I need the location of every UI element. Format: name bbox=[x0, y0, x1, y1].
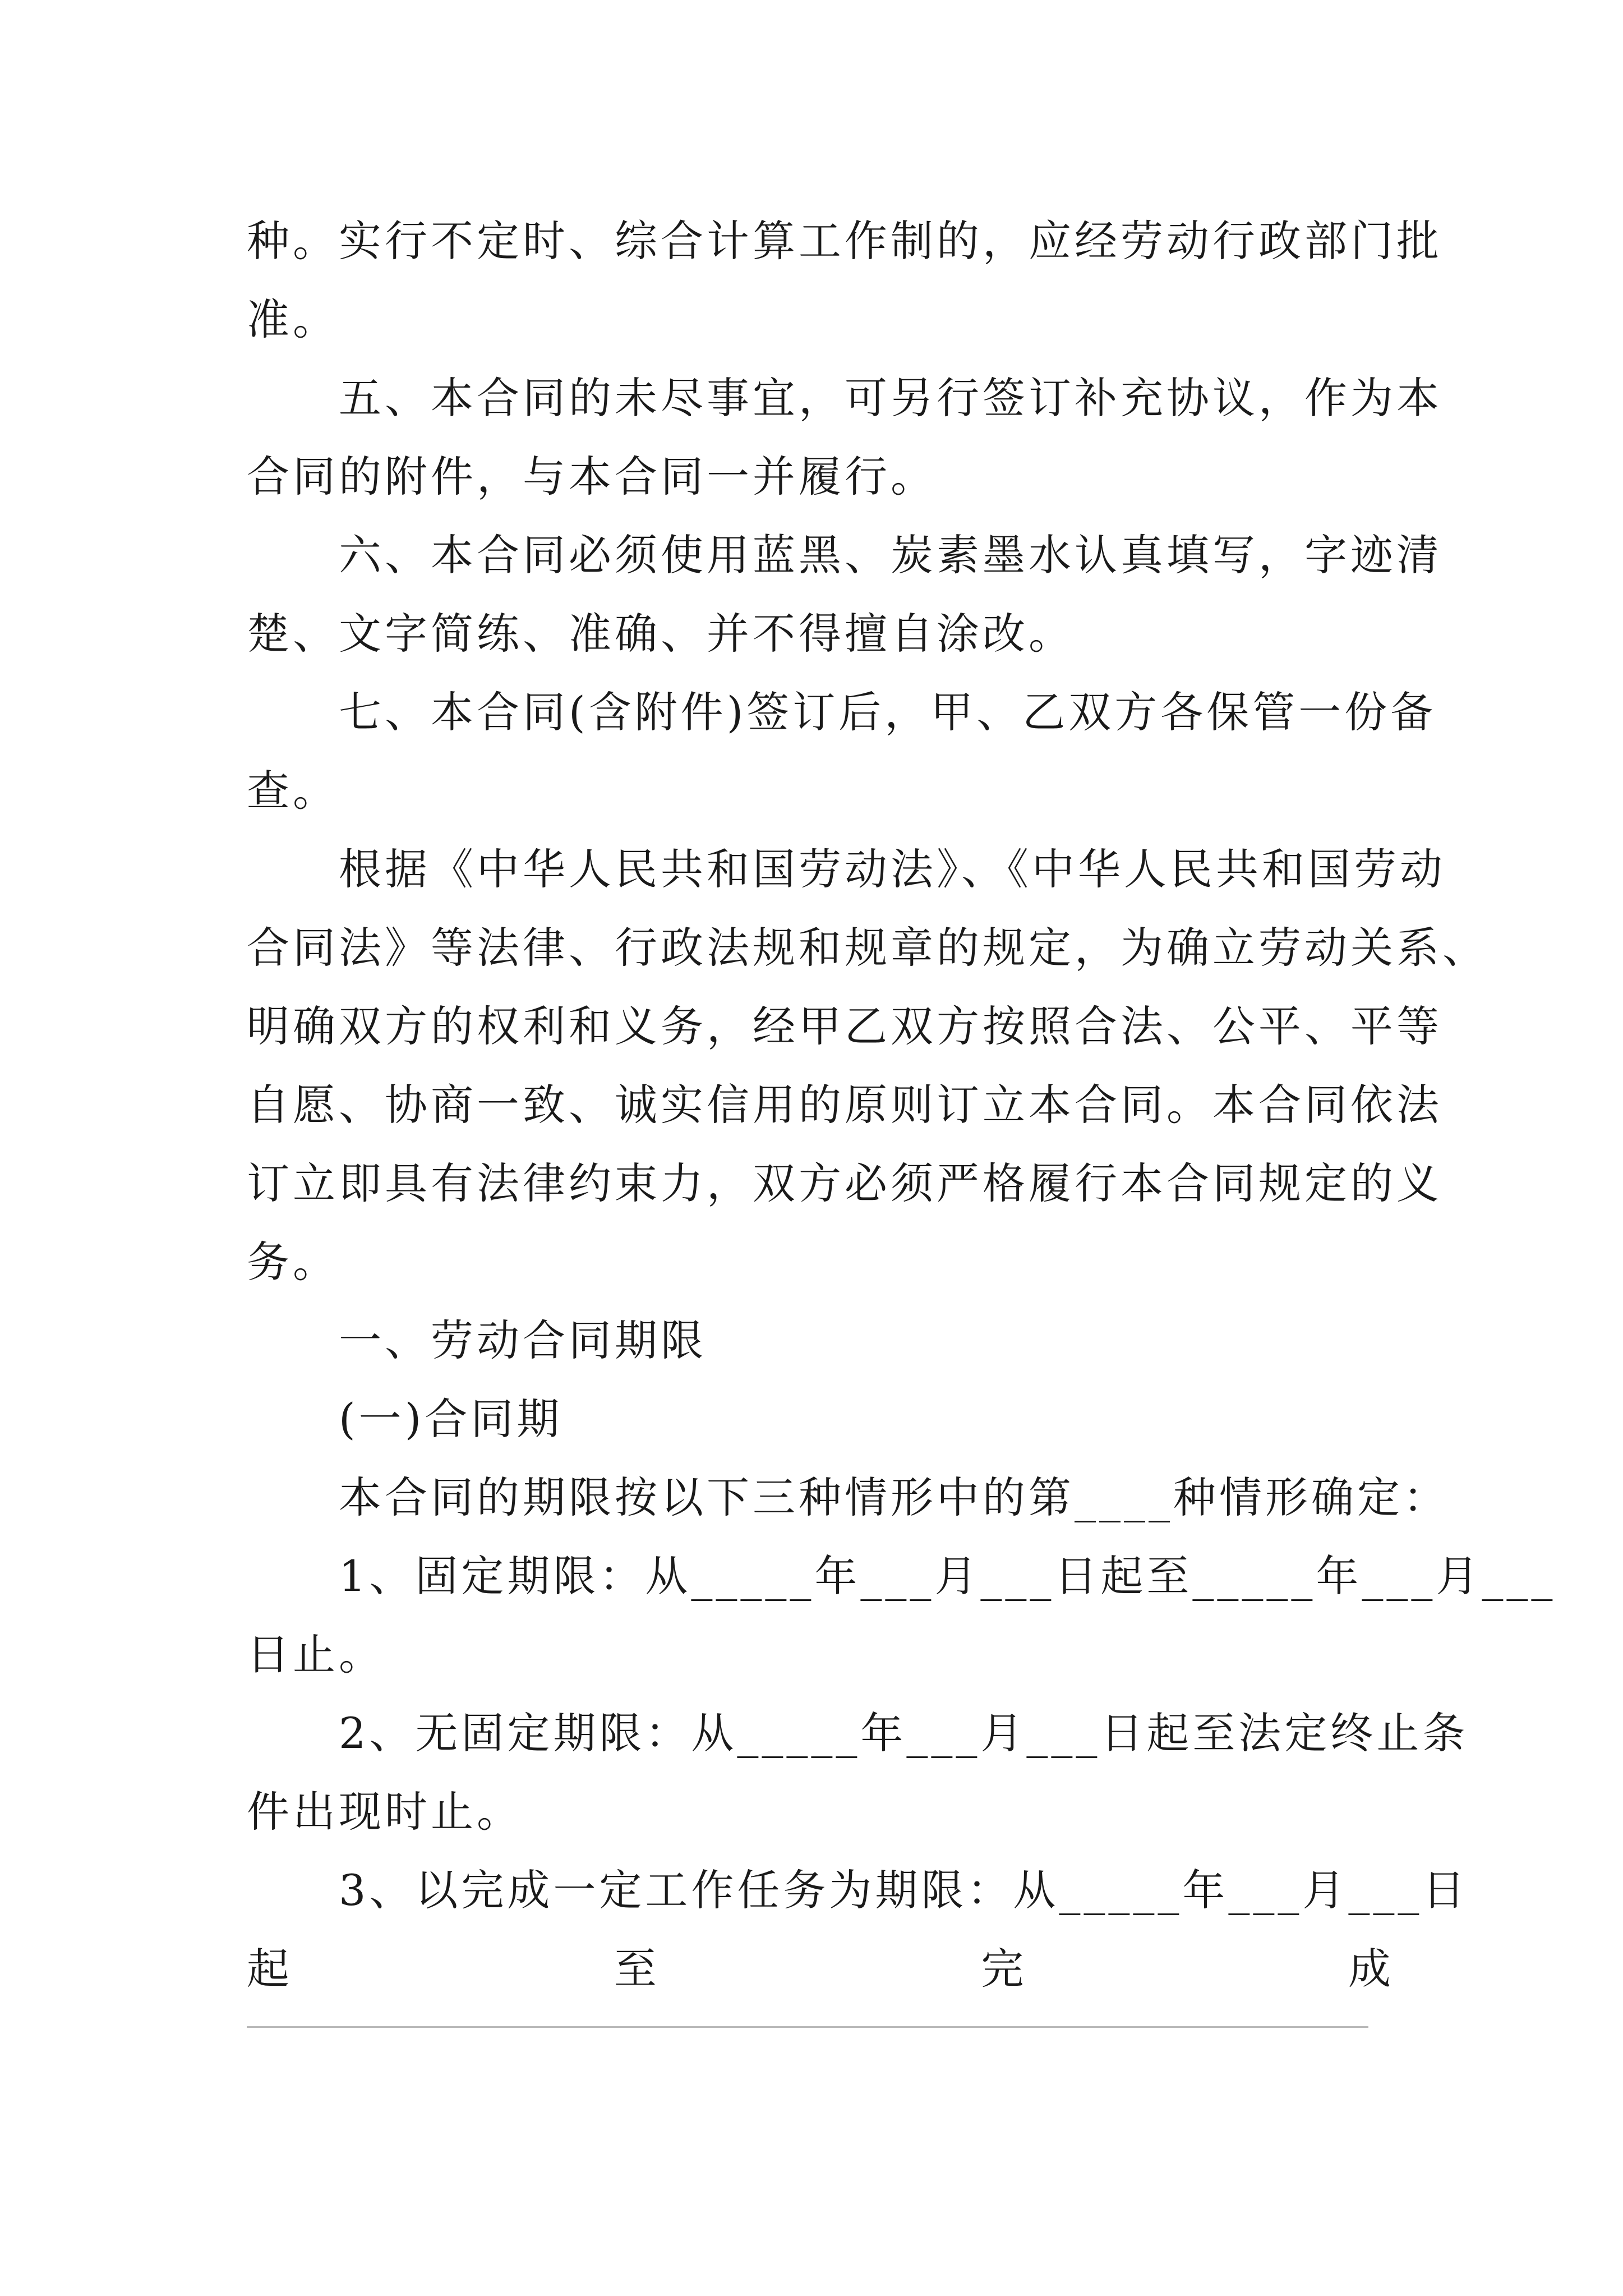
text-char: 完 bbox=[981, 1944, 1024, 1994]
text-char: 起 bbox=[247, 1944, 289, 1994]
preamble-paragraph: 根据《中华人民共和国劳动法》、《中华人民共和国劳动 bbox=[339, 844, 1446, 894]
footer-divider bbox=[247, 2026, 1368, 2028]
clause-seven: 七、本合同(含附件)签订后，甲、乙双方各保管一份备 bbox=[339, 687, 1437, 737]
text-line: 合同的附件，与本合同一并履行。 bbox=[247, 452, 937, 501]
text-line: 自愿、协商一致、诚实信用的原则订立本合同。本合同依法 bbox=[247, 1080, 1442, 1130]
open-term-line: 2、无固定期限：从_____年___月___日起至法定终止条 bbox=[339, 1708, 1469, 1758]
text-line: 合同法》等法律、行政法规和规章的规定，为确立劳动关系、 bbox=[247, 923, 1488, 973]
text-line: 查。 bbox=[247, 766, 339, 816]
task-term-line: 3、以完成一定工作任务为期限：从_____年___月___日 bbox=[339, 1865, 1469, 1915]
text-line: 准。 bbox=[247, 295, 339, 344]
subsection-heading: (一)合同期 bbox=[339, 1394, 563, 1444]
text-line: 件出现时止。 bbox=[247, 1787, 523, 1837]
term-selection-line: 本合同的期限按以下三种情形中的第____种情形确定： bbox=[339, 1473, 1449, 1522]
justified-last-line bbox=[247, 1942, 1391, 1996]
clause-six: 六、本合同必须使用蓝黑、炭素墨水认真填写，字迹清 bbox=[339, 530, 1442, 580]
text-line: 种。实行不定时、综合计算工作制的，应经劳动行政部门批 bbox=[247, 216, 1442, 266]
text-char: 至 bbox=[614, 1944, 657, 1994]
text-line: 明确双方的权利和义务，经甲乙双方按照合法、公平、平等 bbox=[247, 1001, 1442, 1051]
text-line: 楚、文字简练、准确、并不得擅自涂改。 bbox=[247, 609, 1075, 659]
clause-five: 五、本合同的未尽事宜，可另行签订补充协议，作为本 bbox=[339, 373, 1442, 423]
text-line: 日止。 bbox=[247, 1630, 385, 1680]
fixed-term-line: 1、固定期限：从_____年___月___日起至_____年___月___ bbox=[339, 1551, 1556, 1601]
section-heading: 一、劳动合同期限 bbox=[339, 1315, 707, 1365]
text-char: 成 bbox=[1348, 1944, 1391, 1994]
text-line: 务。 bbox=[247, 1237, 339, 1287]
text-line: 订立即具有法律约束力，双方必须严格履行本合同规定的义 bbox=[247, 1158, 1442, 1208]
